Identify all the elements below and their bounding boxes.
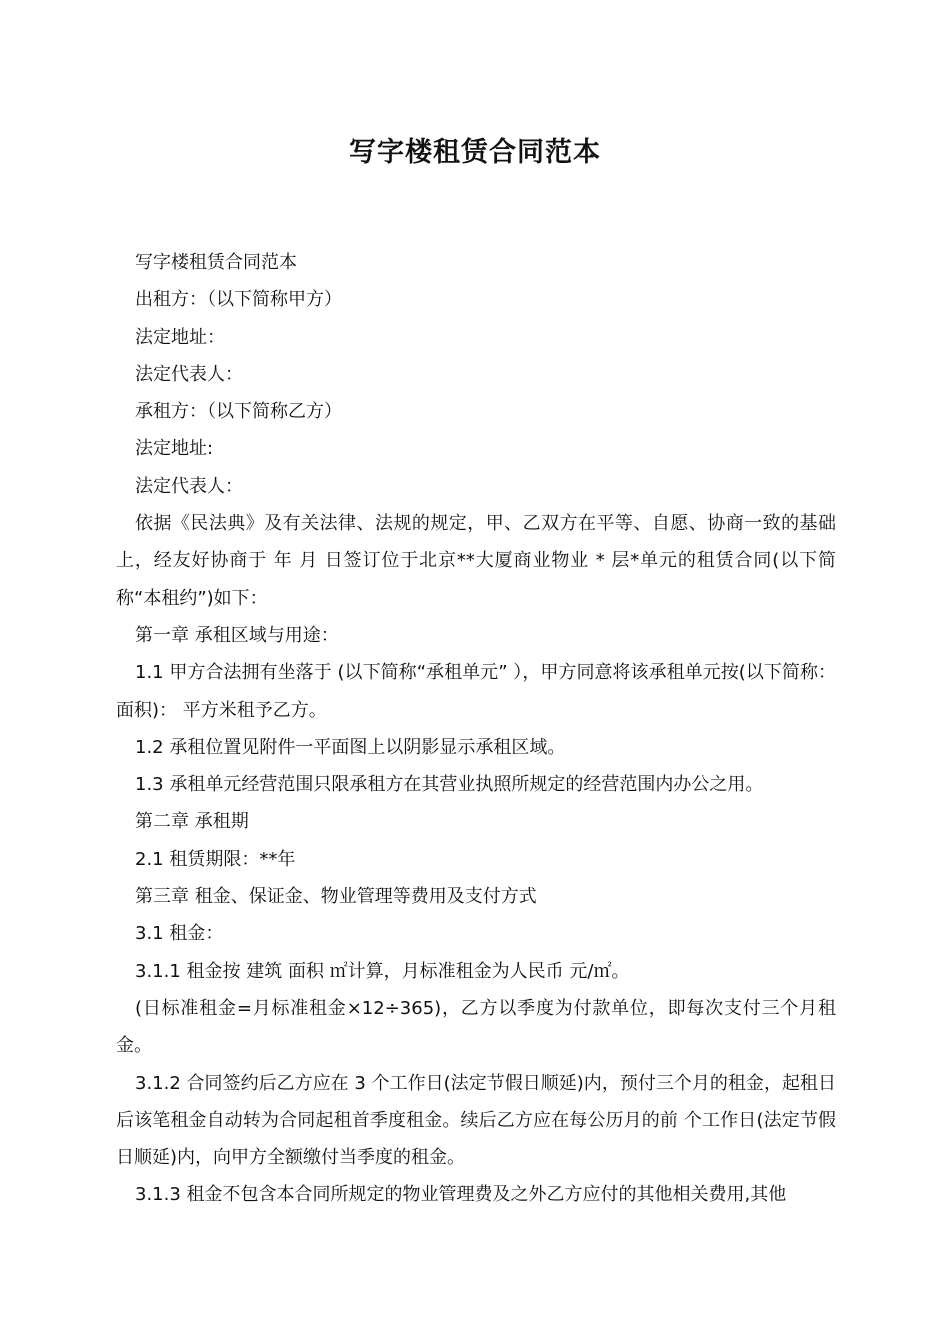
clause-1-2: 1.2 承租位置见附件一平面图上以阴影显示承租区域。 xyxy=(135,736,566,758)
clause-3-1-2: 3.1.2 合同签约后乙方应在 3 个工作日(法定节假日顺延)内，预付三个月的租金，起租日后该笔租金自动转为合同起租首季度租金。续后乙方应在每公历月的前 个工作日(法定节假日顺延)内，向甲方全额缴付当季度的租金。 xyxy=(116,1072,836,1169)
paragraph-lessor: 出租方：（以下简称甲方） xyxy=(135,289,342,311)
document-title: 写字楼租赁合同范本 xyxy=(349,137,601,168)
clause-3-1-1: 3.1.1 租金按 建筑 面积 ㎡计算，月标准租金为人民币 元/㎡。 xyxy=(135,960,630,982)
paragraph-lessee-address: 法定地址: xyxy=(135,438,214,460)
paragraph-lessee: 承租方：（以下简称乙方） xyxy=(135,401,342,423)
clause-1-1: 1.1 甲方合法拥有坐落于 (以下简称“承租单元” ），甲方同意将该承租单元按(以下简称：面积)： 平方米租予乙方。 xyxy=(116,662,836,721)
clause-2-1: 2.1 租赁期限：**年 xyxy=(135,848,296,870)
paragraph-subtitle: 写字楼租赁合同范本 xyxy=(135,252,297,273)
clause-3-1: 3.1 租金： xyxy=(135,923,224,945)
chapter-3-heading: 第三章 租金、保证金、物业管理等费用及支付方式 xyxy=(135,886,537,908)
paragraph-preamble: 依据《民法典》及有关法律、法规的规定，甲、乙双方在平等、自愿、协商一致的基础上，经友好协商于 年 月 日签订位于北京**大厦商业物业 * 层*单元的租赁合同(以下简称“本租约”)如下： xyxy=(116,513,836,609)
paragraph-lessee-representative: 法定代表人： xyxy=(135,475,243,497)
paragraph-lessor-representative: 法定代表人： xyxy=(135,363,243,385)
chapter-1-heading: 第一章 承租区域与用途： xyxy=(135,624,339,646)
paragraph-lessor-address: 法定地址： xyxy=(135,326,225,348)
clause-1-3: 1.3 承租单元经营范围只限承租方在其营业执照所规定的经营范围内办公之用。 xyxy=(135,774,764,796)
clause-3-1-3: 3.1.3 租金不包含本合同所规定的物业管理费及之外乙方应付的其他相关费用,其他 xyxy=(135,1184,787,1206)
clause-3-1-1-formula: (日标准租金=月标准租金×12÷365)，乙方以季度为付款单位，即每次支付三个月租金。 xyxy=(116,997,836,1057)
document-body xyxy=(116,244,836,1214)
chapter-2-heading: 第二章 承租期 xyxy=(135,811,249,833)
